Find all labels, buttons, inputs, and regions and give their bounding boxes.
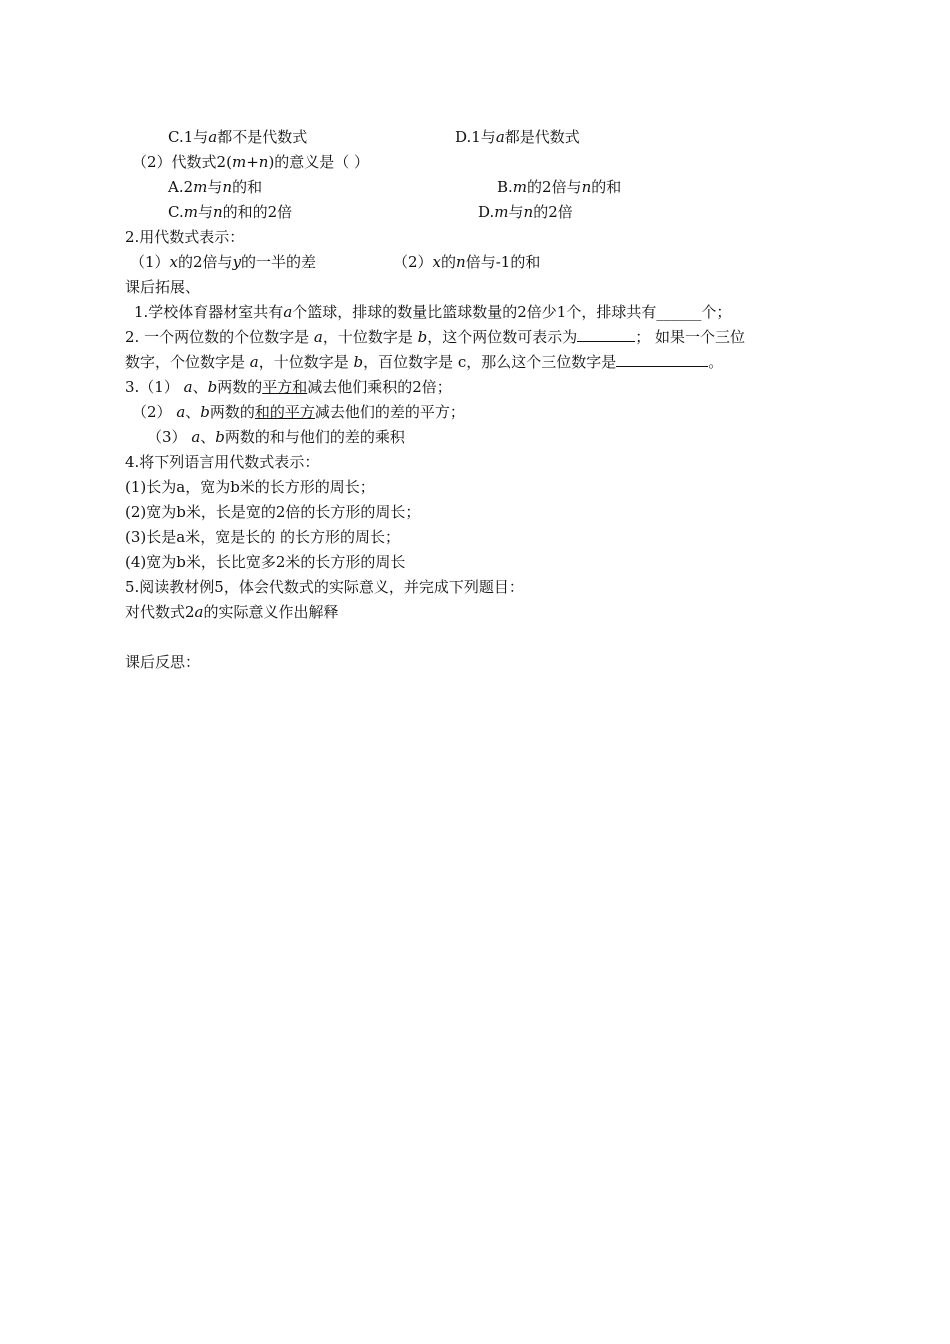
var: a <box>249 353 259 371</box>
text: 与 <box>207 178 223 196</box>
underlined-term: 和的平方 <box>254 403 315 421</box>
extension-q2-line1 <box>125 327 745 347</box>
text: 的和的2倍 <box>222 203 293 221</box>
text: + <box>246 153 259 171</box>
text: （2） <box>132 403 177 421</box>
text: A.2 <box>168 178 194 196</box>
text: ，十位数字是 <box>322 328 418 346</box>
var: b <box>200 403 210 421</box>
var: m <box>183 203 198 221</box>
extension-q1 <box>134 302 731 322</box>
text: 的实际意义作出解释 <box>203 603 339 621</box>
q2-option-a <box>168 177 262 197</box>
var: m <box>512 178 528 196</box>
extension-q4-item1: (1)长为a，宽为b米的长方形的周长； <box>125 478 375 496</box>
text: 两数的 <box>217 378 263 396</box>
section-2-part-1 <box>130 252 316 272</box>
extension-q4-item4: (4)宽为b米，长比宽多2米的长方形的周长 <box>125 553 406 571</box>
text: 两数的和与他们的差的乘积 <box>224 428 405 446</box>
var: y <box>232 253 242 271</box>
text: 减去他们的差的平方； <box>314 403 465 421</box>
text: （1） <box>130 253 170 271</box>
extension-q5-title: 5.阅读教材例5，体会代数式的实际意义，并完成下列题目： <box>125 578 524 596</box>
text: 与 <box>197 203 213 221</box>
var: a <box>176 403 186 421</box>
var: b <box>215 428 225 446</box>
var: n <box>258 153 269 171</box>
text: 1.学校体育器材室共有 <box>134 303 284 321</box>
text: C. <box>168 203 184 221</box>
var: n <box>212 203 223 221</box>
extension-q5-body <box>125 602 339 622</box>
q2-option-d <box>478 202 573 222</box>
q1-option-d <box>455 127 580 147</box>
extension-q3-part3 <box>147 427 405 447</box>
text: 、 <box>185 403 201 421</box>
text: B. <box>497 178 513 196</box>
var: n <box>523 203 534 221</box>
var: n <box>222 178 233 196</box>
text: 的一半的差 <box>241 253 317 271</box>
var: a <box>191 428 201 446</box>
text: ； 如果一个三位 <box>635 328 745 346</box>
var: n <box>456 253 466 271</box>
text: 的2倍 <box>533 203 573 221</box>
text: 与 <box>508 203 524 221</box>
text: 的2倍与 <box>178 253 233 271</box>
var: a <box>283 303 293 321</box>
var: b <box>207 378 218 396</box>
text: 。 <box>708 353 724 371</box>
text: 的和 <box>232 178 263 196</box>
section-2-part-2 <box>393 252 540 272</box>
text: 数字，个位数字是 <box>125 353 250 371</box>
q1-option-c <box>168 127 307 147</box>
var: m <box>231 153 247 171</box>
var: a <box>495 128 505 146</box>
section-2-title: 2.用代数式表示： <box>125 228 245 246</box>
text: 个篮球，排球的数量比篮球数量的2倍少1个，排球共有______个； <box>292 303 732 321</box>
text: ，十位数字是 <box>258 353 354 371</box>
underlined-term: 平方和 <box>262 378 308 396</box>
extension-q4-item2: (2)宽为b米，长是宽的2倍的长方形的周长； <box>125 503 421 521</box>
text: 减去他们乘积的2倍； <box>307 378 452 396</box>
text: 两数的 <box>209 403 255 421</box>
text: 3.（1） <box>125 378 184 396</box>
text: 倍与-1的和 <box>465 253 541 271</box>
text: C.1与 <box>168 128 209 146</box>
var: a <box>183 378 193 396</box>
answer-blank[interactable] <box>616 352 708 367</box>
text: )的意义是（ ） <box>268 153 370 171</box>
text: ，这个两位数可表示为 <box>427 328 578 346</box>
text: （3） <box>147 428 192 446</box>
var: b <box>417 328 428 346</box>
answer-blank[interactable] <box>577 327 635 342</box>
text: D. <box>478 203 495 221</box>
text: 的 <box>441 253 457 271</box>
q2-stem <box>132 152 369 172</box>
var: a <box>208 128 218 146</box>
var: a <box>194 603 204 621</box>
text: 对代数式2 <box>125 603 195 621</box>
text: D.1与 <box>455 128 496 146</box>
extension-title: 课后拓展、 <box>125 278 201 296</box>
text: （2）代数式2( <box>132 153 232 171</box>
extension-q4-title: 4.将下列语言用代数式表示： <box>125 453 320 471</box>
text: 的和 <box>591 178 622 196</box>
var: m <box>494 203 509 221</box>
var: x <box>432 253 442 271</box>
text: 2. 一个两位数的个位数字是 <box>125 328 314 346</box>
extension-q2-line2 <box>125 352 723 372</box>
q2-option-b <box>497 177 621 197</box>
var: a <box>313 328 323 346</box>
text: 都不是代数式 <box>217 128 308 146</box>
text: （2） <box>393 253 433 271</box>
extension-q4-item3: (3)长是a米，宽是长的 的长方形的周长； <box>125 528 400 546</box>
text: 、 <box>200 428 216 446</box>
text: 、 <box>192 378 208 396</box>
text: ，百位数字是 c，那么这个三位数字是 <box>363 353 617 371</box>
reflection-heading: 课后反思： <box>125 653 201 671</box>
extension-q3-part2 <box>132 402 465 422</box>
extension-q3-part1 <box>125 377 452 397</box>
q2-option-c <box>168 202 292 222</box>
var: x <box>169 253 179 271</box>
text: 的2倍与 <box>527 178 582 196</box>
var: n <box>581 178 592 196</box>
text: 都是代数式 <box>504 128 580 146</box>
var: b <box>353 353 364 371</box>
var: m <box>193 178 208 196</box>
